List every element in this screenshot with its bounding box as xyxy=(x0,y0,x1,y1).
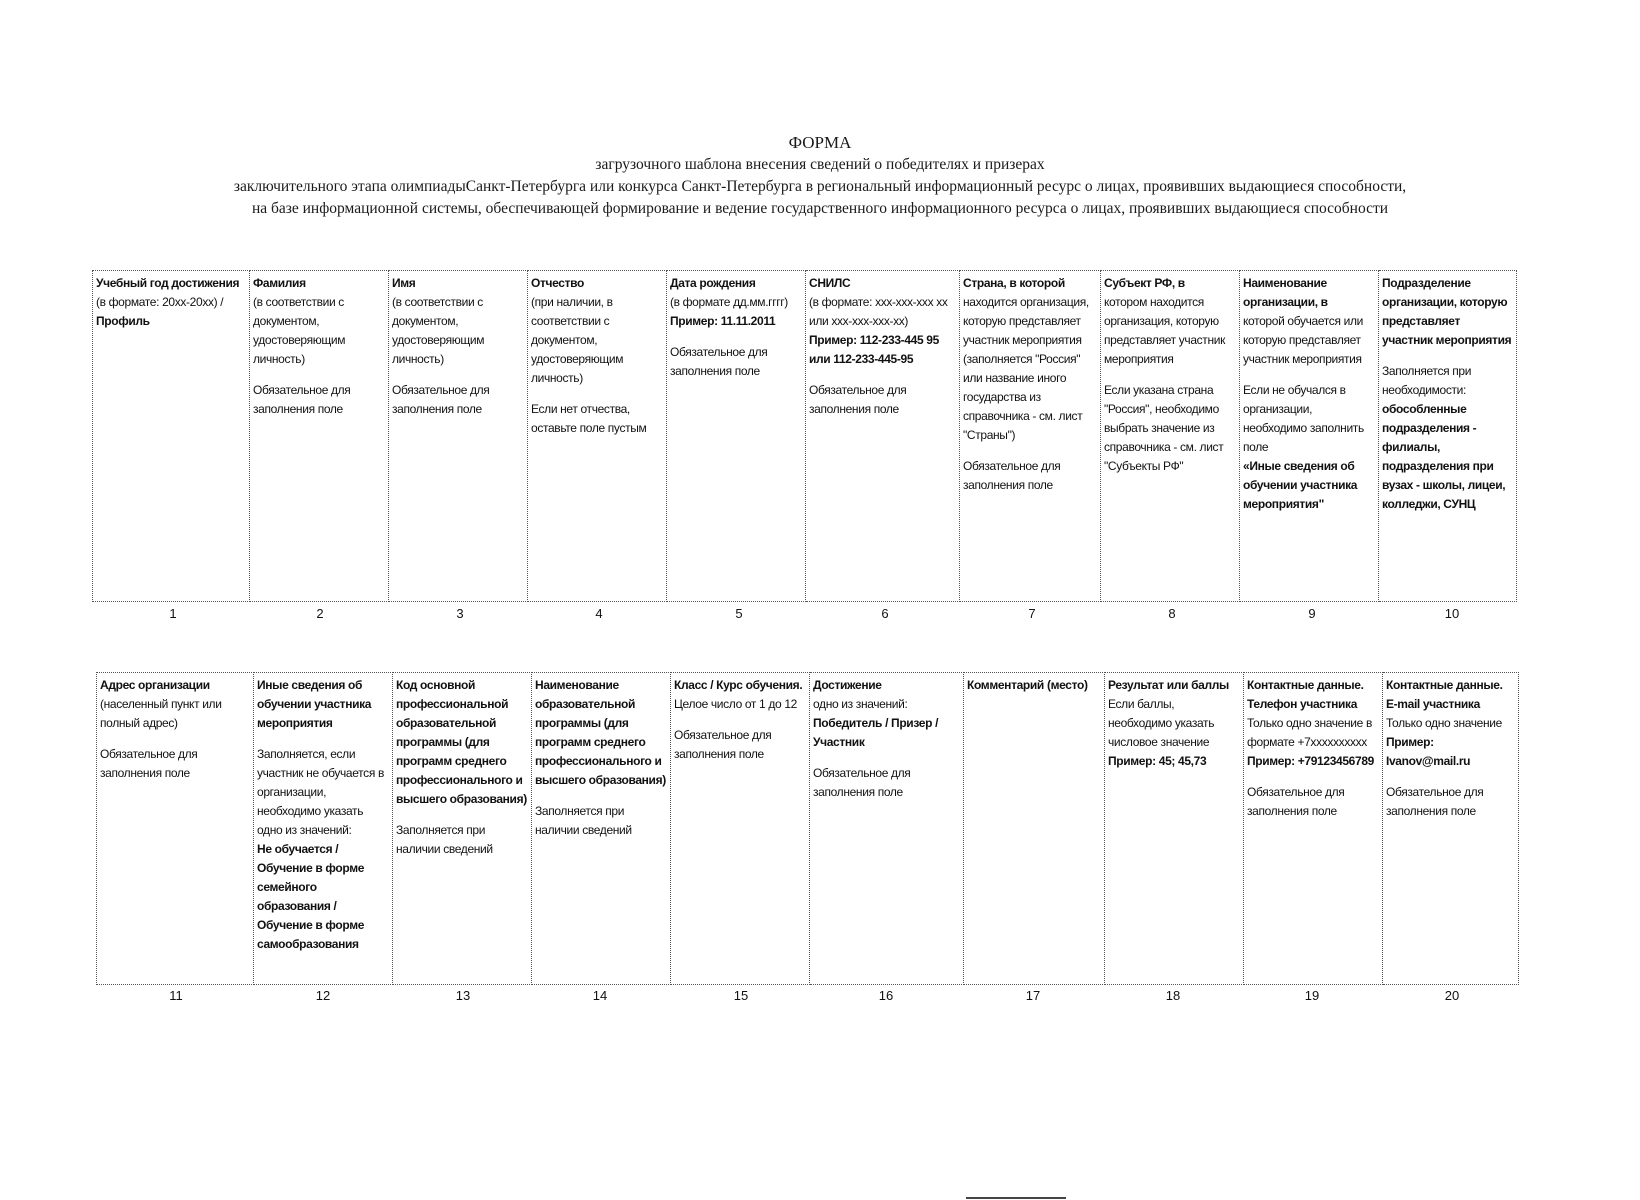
column-number: 1 xyxy=(169,606,177,621)
col-requirement: Если указана страна "Россия", необходимо выбрать значение из справочника - см. лист "Субъекты РФ" xyxy=(1104,383,1224,473)
col-11-cell xyxy=(97,673,254,985)
column-number: 20 xyxy=(1444,988,1460,1003)
col-header: Контактные данные. E-mail участника xyxy=(1386,678,1503,711)
col-15-cell xyxy=(671,673,810,985)
col-requirement: Если не обучался в организации, необходимо заполнить поле xyxy=(1243,383,1364,454)
column-number: 13 xyxy=(455,988,471,1003)
form-title: ФОРМА xyxy=(788,133,852,152)
column-number: 19 xyxy=(1304,988,1320,1003)
form-subtitle-line-3: на базе информационной системы, обеспечивающей формирование и ведение государственного информационного ресурса о лицах, проявивших выдающиеся способности xyxy=(251,200,1389,217)
col-description: (в формате дд.мм.гггг) xyxy=(670,295,788,309)
form-title-block xyxy=(0,132,1640,220)
col-9-cell xyxy=(1240,271,1379,602)
column-number: 12 xyxy=(315,988,331,1003)
col-example: обособленные подразделения - филиалы, подразделения при вузах - школы, лицеи, колледжи, СУНЦ xyxy=(1382,402,1506,511)
column-number: 18 xyxy=(1165,988,1181,1003)
col-requirement: Заполняется, если участник не обучается в организации, необходимо указать одно из значений: xyxy=(257,747,384,837)
col-requirement: Обязательное для заполнения поле xyxy=(809,383,907,416)
col-header: Иные сведения об обучении участника мероприятия xyxy=(257,678,372,730)
column-number: 14 xyxy=(592,988,608,1003)
col-requirement: Обязательное для заполнения поле xyxy=(1247,785,1345,818)
col-header: Контактные данные. Телефон участника xyxy=(1247,678,1364,711)
table-2-column-numbers xyxy=(0,988,1640,1004)
column-number: 6 xyxy=(881,606,889,621)
col-description: (в формате: 20хх-20хх) / xyxy=(96,295,224,309)
col-requirement: Заполняется при наличии сведений xyxy=(396,823,493,856)
col-description: (в соответствии с документом, удостоверяющим личность) xyxy=(392,295,485,366)
col-example: Не обучается / Обучение в форме семейного образования / Обучение в форме самообразования xyxy=(257,842,365,951)
col-requirement: Заполняется при необходимости: xyxy=(1382,364,1472,397)
form-subtitle-line-2: заключительного этапа олимпиадыСанкт-Петербурга или конкурса Санкт-Петербурга в региональный информационный ресурс о лицах, проявивших выдающиеся способности, xyxy=(233,178,1407,195)
col-description: Целое число от 1 до 12 xyxy=(674,697,797,711)
col-requirement: Обязательное для заполнения поле xyxy=(813,766,911,799)
column-number: 16 xyxy=(878,988,894,1003)
col-header: Учебный год достижения xyxy=(96,276,240,290)
col-description: (при наличии, в соответствии с документом, удостоверяющим личность) xyxy=(531,295,624,385)
col-header: Дата рождения xyxy=(670,276,756,290)
col-description: (в соответствии с документом, удостоверяющим личность) xyxy=(253,295,346,366)
col-requirement: Обязательное для заполнения поле xyxy=(670,345,768,378)
column-number: 7 xyxy=(1028,606,1036,621)
col-1-cell xyxy=(93,271,250,602)
col-header: Имя xyxy=(392,276,416,290)
col-3-cell xyxy=(389,271,528,602)
col-description: котором находится организация, которую представляет участник мероприятия xyxy=(1104,295,1225,366)
col-20-cell xyxy=(1383,673,1519,985)
col-17-cell xyxy=(964,673,1105,985)
col-example: «Иные сведения об обучении участника мероприятия" xyxy=(1243,459,1358,511)
column-number: 5 xyxy=(735,606,743,621)
col-header: Страна, в которой xyxy=(963,276,1065,290)
col-requirement: Обязательное для заполнения поле xyxy=(100,747,198,780)
col-19-cell xyxy=(1244,673,1383,985)
col-13-cell xyxy=(393,673,532,985)
column-number: 11 xyxy=(169,988,183,1003)
col-requirement: Обязательное для заполнения поле xyxy=(963,459,1061,492)
col-description: (в формате: ххх-ххх-ххх хх или ххх-ххх-ххх-хх) xyxy=(809,295,948,328)
col-requirement: Обязательное для заполнения поле xyxy=(253,383,351,416)
col-description: (населенный пункт или полный адрес) xyxy=(100,697,222,730)
template-table-2 xyxy=(96,672,1519,985)
col-requirement: Обязательное для заполнения поле xyxy=(674,728,772,761)
col-description: находится организация, которую представляет участник мероприятия (заполняется "Россия" или название иного государства из справочника - см. лист "Страны") xyxy=(963,295,1089,442)
column-number: 10 xyxy=(1444,606,1460,621)
column-number: 9 xyxy=(1308,606,1316,621)
col-example: Пример: +79123456789 xyxy=(1247,754,1374,768)
form-subtitle-line-1: загрузочного шаблона внесения сведений о победителях и призерах xyxy=(595,156,1045,173)
table-row xyxy=(97,673,1519,985)
col-header: Достижение xyxy=(813,678,882,692)
column-number: 4 xyxy=(595,606,603,621)
col-4-cell xyxy=(528,271,667,602)
table-1-column-numbers xyxy=(0,606,1640,622)
table-row xyxy=(93,271,1517,602)
col-example: Профиль xyxy=(96,314,150,328)
col-example: Пример: 11.11.2011 xyxy=(670,314,776,328)
column-number: 3 xyxy=(456,606,464,621)
col-example: Пример: 112-233-445 95 или 112-233-445-95 xyxy=(809,333,939,366)
col-header: Результат или баллы xyxy=(1108,678,1229,692)
col-18-cell xyxy=(1105,673,1244,985)
col-header: Код основной профессиональной образовательной программы (для программ среднего профессионального и высшего образования) xyxy=(396,678,527,806)
col-description: одно из значений: xyxy=(813,697,908,711)
col-8-cell xyxy=(1101,271,1240,602)
col-example: Пример: Ivanov@mail.ru xyxy=(1386,735,1471,768)
col-description: Если баллы, необходимо указать числовое значение xyxy=(1108,697,1215,749)
col-12-cell xyxy=(254,673,393,985)
column-number: 8 xyxy=(1168,606,1176,621)
col-description: Только одно значение xyxy=(1386,716,1502,730)
col-14-cell xyxy=(532,673,671,985)
col-header: Наименование образовательной программы (для программ среднего профессионального и высшего образования) xyxy=(535,678,666,787)
col-requirement: Обязательное для заполнения поле xyxy=(392,383,490,416)
column-number: 15 xyxy=(733,988,749,1003)
col-10-cell xyxy=(1379,271,1517,602)
col-6-cell xyxy=(806,271,960,602)
template-table-1 xyxy=(92,270,1517,602)
column-number: 17 xyxy=(1025,988,1041,1003)
col-7-cell xyxy=(960,271,1101,602)
col-requirement: Заполняется при наличии сведений xyxy=(535,804,632,837)
col-description: которой обучается или которую представляет участник мероприятия xyxy=(1243,314,1363,366)
page-footer-line xyxy=(966,1197,1066,1199)
col-header: Отчество xyxy=(531,276,584,290)
col-example: Победитель / Призер / Участник xyxy=(813,716,939,749)
col-header: Наименование организации, в xyxy=(1243,276,1328,309)
col-header: Класс / Курс обучения. xyxy=(674,678,803,692)
col-header: Подразделение организации, которую представляет участник мероприятия xyxy=(1382,276,1512,347)
col-16-cell xyxy=(810,673,964,985)
col-header: СНИЛС xyxy=(809,276,851,290)
col-2-cell xyxy=(250,271,389,602)
col-5-cell xyxy=(667,271,806,602)
col-example: Пример: 45; 45,73 xyxy=(1108,754,1207,768)
col-description: Только одно значение в формате +7хххххххххх xyxy=(1247,716,1372,749)
col-requirement: Обязательное для заполнения поле xyxy=(1386,785,1484,818)
col-header: Комментарий (место) xyxy=(967,678,1088,692)
column-number: 2 xyxy=(316,606,324,621)
col-header: Адрес организации xyxy=(100,678,210,692)
col-header: Фамилия xyxy=(253,276,306,290)
col-header: Субъект РФ, в xyxy=(1104,276,1185,290)
col-requirement: Если нет отчества, оставьте поле пустым xyxy=(531,402,647,435)
